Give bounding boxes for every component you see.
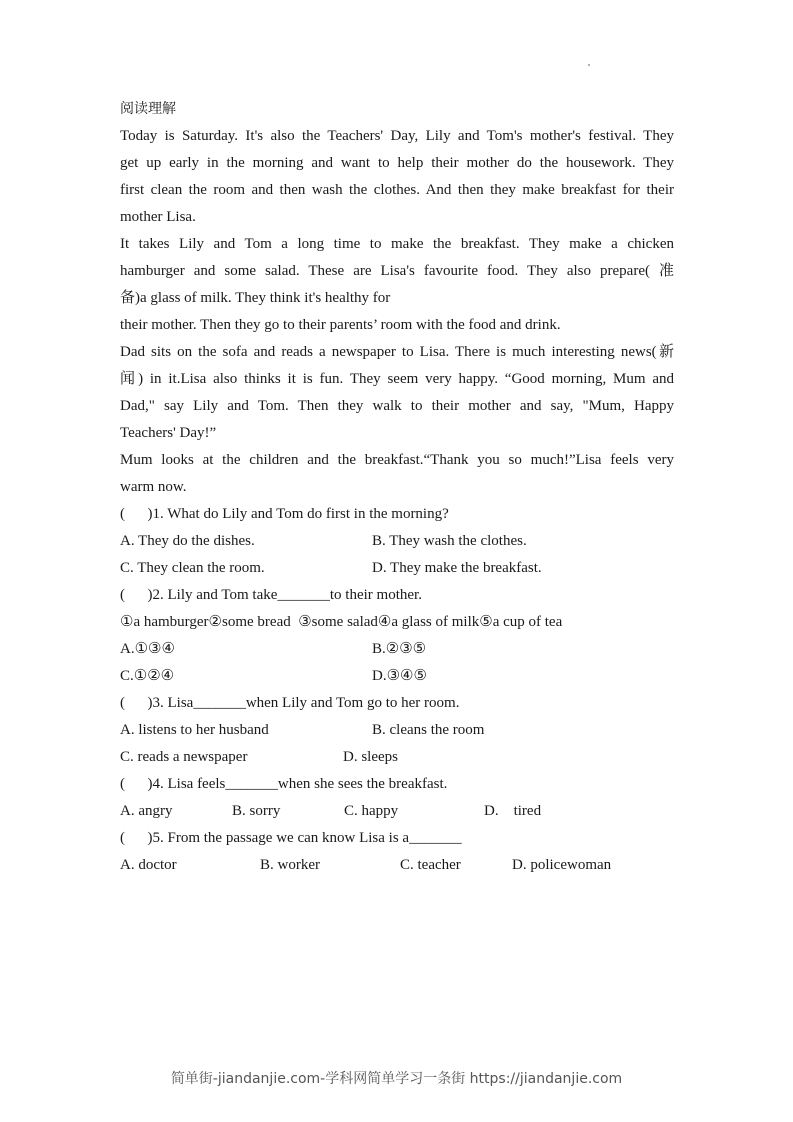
question-3-options-row-1	[120, 717, 674, 744]
option-a: A. They do the dishes.	[120, 533, 255, 549]
option-d: D.③④⑤	[372, 668, 427, 684]
passage-line: hamburger and some salad. These are Lisa's favourite food. They also prepare( 准	[120, 263, 674, 279]
passage-paragraph-5	[120, 447, 674, 501]
passage-paragraph-1	[120, 123, 674, 231]
passage-line: Mum looks at the children and the breakfast.“Thank you so much!”Lisa feels very	[120, 452, 674, 468]
passage-line: Dad," say Lily and Tom. Then they walk to their mother and say, "Mum, Happy	[120, 398, 674, 414]
option-b: B. sorry	[232, 803, 281, 819]
passage-paragraph-3	[120, 312, 674, 339]
option-b: B.②③⑤	[372, 641, 427, 657]
option-a: A.①③④	[120, 641, 175, 657]
option-c: C.①②④	[120, 668, 175, 684]
passage-line: 备)a glass of milk. They think it's healthy for	[120, 290, 391, 306]
option-d: D. sleeps	[343, 749, 398, 765]
option-a: A. doctor	[120, 857, 177, 873]
passage-line: It takes Lily and Tom a long time to make the breakfast. They make a chicken	[120, 236, 674, 252]
option-d: D. policewoman	[512, 857, 612, 873]
question-5-options	[120, 852, 674, 879]
section-title: 阅读理解	[120, 101, 176, 117]
option-a: A. listens to her husband	[120, 722, 269, 738]
passage-line: Today is Saturday. It's also the Teachers' Day, Lily and Tom's mother's festival. They	[120, 128, 674, 144]
question-3-options-row-2	[120, 744, 674, 771]
option-c: C. They clean the room.	[120, 560, 265, 576]
worksheet	[120, 96, 674, 879]
passage-line: Teachers' Day!”	[120, 425, 217, 441]
scan-dot	[588, 64, 590, 66]
question-4-stem: ( )4. Lisa feels_______when she sees the breakfast.	[120, 776, 448, 792]
question-1-stem: ( )1. What do Lily and Tom do first in the morning?	[120, 506, 449, 522]
question-2-choices: ①a hamburger②some bread ③some salad④a glass of milk⑤a cup of tea	[120, 614, 563, 630]
question-2-options-row-2	[120, 663, 674, 690]
option-a: A. angry	[120, 803, 173, 819]
question-2-stem: ( )2. Lily and Tom take_______to their mother.	[120, 587, 422, 603]
passage-paragraph-2	[120, 231, 674, 312]
passage-line: their mother. Then they go to their parents’ room with the food and drink.	[120, 317, 561, 333]
option-b: B. They wash the clothes.	[372, 533, 527, 549]
option-d: D. They make the breakfast.	[372, 560, 542, 576]
footer-watermark: 简单街-jiandanjie.com-学科网简单学习一条街 https://jiandanjie.com	[170, 1071, 623, 1087]
question-1-options-row-2	[120, 555, 674, 582]
passage-line: first clean the room and then wash the clothes. And then they make breakfast for their	[120, 182, 674, 198]
question-3-stem: ( )3. Lisa_______when Lily and Tom go to her room.	[120, 695, 460, 711]
passage-paragraph-4	[120, 339, 674, 447]
question-5-stem: ( )5. From the passage we can know Lisa is a_______	[120, 830, 462, 846]
passage-line: 闻) in it.Lisa also thinks it is fun. They seem very happy. “Good morning, Mum and	[120, 371, 674, 387]
option-c: C. teacher	[400, 857, 461, 873]
passage-line: get up early in the morning and want to help their mother do the housework. They	[120, 155, 674, 171]
question-1-options-row-1	[120, 528, 674, 555]
option-c: C. reads a newspaper	[120, 749, 248, 765]
option-d: D. tired	[484, 803, 542, 819]
option-b: B. cleans the room	[372, 722, 485, 738]
passage-line: mother Lisa.	[120, 209, 196, 225]
passage-line: Dad sits on the sofa and reads a newspaper to Lisa. There is much interesting news(新	[120, 344, 674, 360]
passage-line: warm now.	[120, 479, 187, 495]
question-2-options-row-1	[120, 636, 674, 663]
option-b: B. worker	[260, 857, 320, 873]
question-4-options	[120, 798, 674, 825]
option-c: C. happy	[344, 803, 399, 819]
